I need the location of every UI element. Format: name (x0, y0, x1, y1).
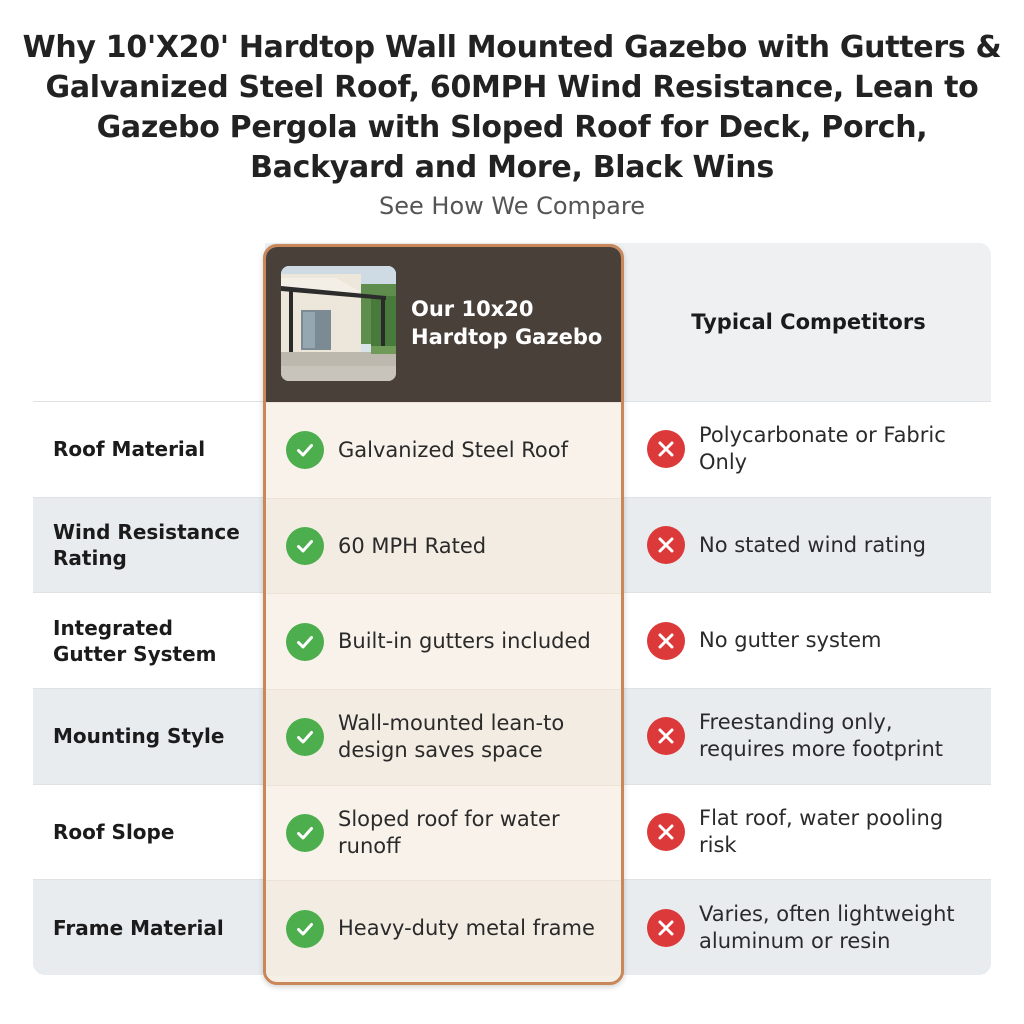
competitor-value: Freestanding only, requires more footprint (699, 710, 944, 762)
competitors-column-header: Typical Competitors (691, 310, 926, 334)
our-product-value: Galvanized Steel Roof (338, 437, 569, 462)
our-product-cell (266, 498, 621, 594)
competitor-cell (647, 785, 977, 880)
x-circle-icon (647, 717, 685, 755)
x-circle-icon (647, 526, 685, 564)
header-blank-cell (33, 243, 265, 401)
competitor-cell (647, 880, 977, 975)
page-subtitle: See How We Compare (379, 192, 645, 220)
check-circle-icon (286, 623, 324, 661)
gazebo-product-image (281, 266, 396, 381)
our-product-value: Built-in gutters included (338, 629, 591, 654)
x-circle-icon (647, 813, 685, 851)
x-circle-icon (647, 909, 685, 947)
check-circle-icon (286, 431, 324, 469)
our-product-value: Heavy-duty metal frame (338, 916, 595, 941)
feature-label: Roof Material (53, 437, 206, 462)
check-circle-icon (286, 527, 324, 565)
x-circle-icon (647, 622, 685, 660)
competitor-cell (647, 402, 977, 497)
feature-label: Wind Resistance Rating (53, 520, 240, 571)
competitor-cell (647, 593, 977, 688)
our-product-value: Wall-mounted lean-to design saves space (338, 711, 565, 763)
our-product-rows (266, 402, 621, 976)
our-product-cell (266, 880, 621, 976)
feature-label: Roof Slope (53, 820, 175, 845)
competitor-value: No gutter system (699, 628, 882, 653)
page-title: Why 10'X20' Hardtop Wall Mounted Gazebo with Gutters & Galvanized Steel Roof, 60MPH Wind Resistance, Lean to Gazebo Pergola with Sloped Roof for Deck, Porch, Backyard and More, Black Wins (22, 30, 1002, 185)
competitor-value: No stated wind rating (699, 532, 926, 557)
check-circle-icon (286, 814, 324, 852)
our-product-cell (266, 689, 621, 785)
feature-label: Mounting Style (53, 724, 225, 749)
feature-label: Integrated Gutter System (53, 615, 217, 666)
our-product-cell (266, 402, 621, 498)
feature-label: Frame Material (53, 915, 224, 940)
our-product-title: Our 10x20 Hardtop Gazebo (411, 297, 603, 349)
our-product-value: Sloped roof for water runoff (338, 807, 560, 859)
our-product-header (266, 247, 621, 402)
our-product-cell (266, 593, 621, 689)
check-circle-icon (286, 910, 324, 948)
competitor-value: Flat roof, water pooling risk (699, 806, 944, 858)
check-circle-icon (286, 718, 324, 756)
our-product-value: 60 MPH Rated (338, 533, 487, 558)
competitor-cell (647, 498, 977, 593)
competitor-value: Varies, often lightweight aluminum or resin (699, 901, 955, 953)
our-product-column (263, 244, 624, 985)
competitor-value: Polycarbonate or Fabric Only (699, 423, 946, 475)
x-circle-icon (647, 430, 685, 468)
our-product-cell (266, 785, 621, 881)
competitor-cell (647, 689, 977, 784)
